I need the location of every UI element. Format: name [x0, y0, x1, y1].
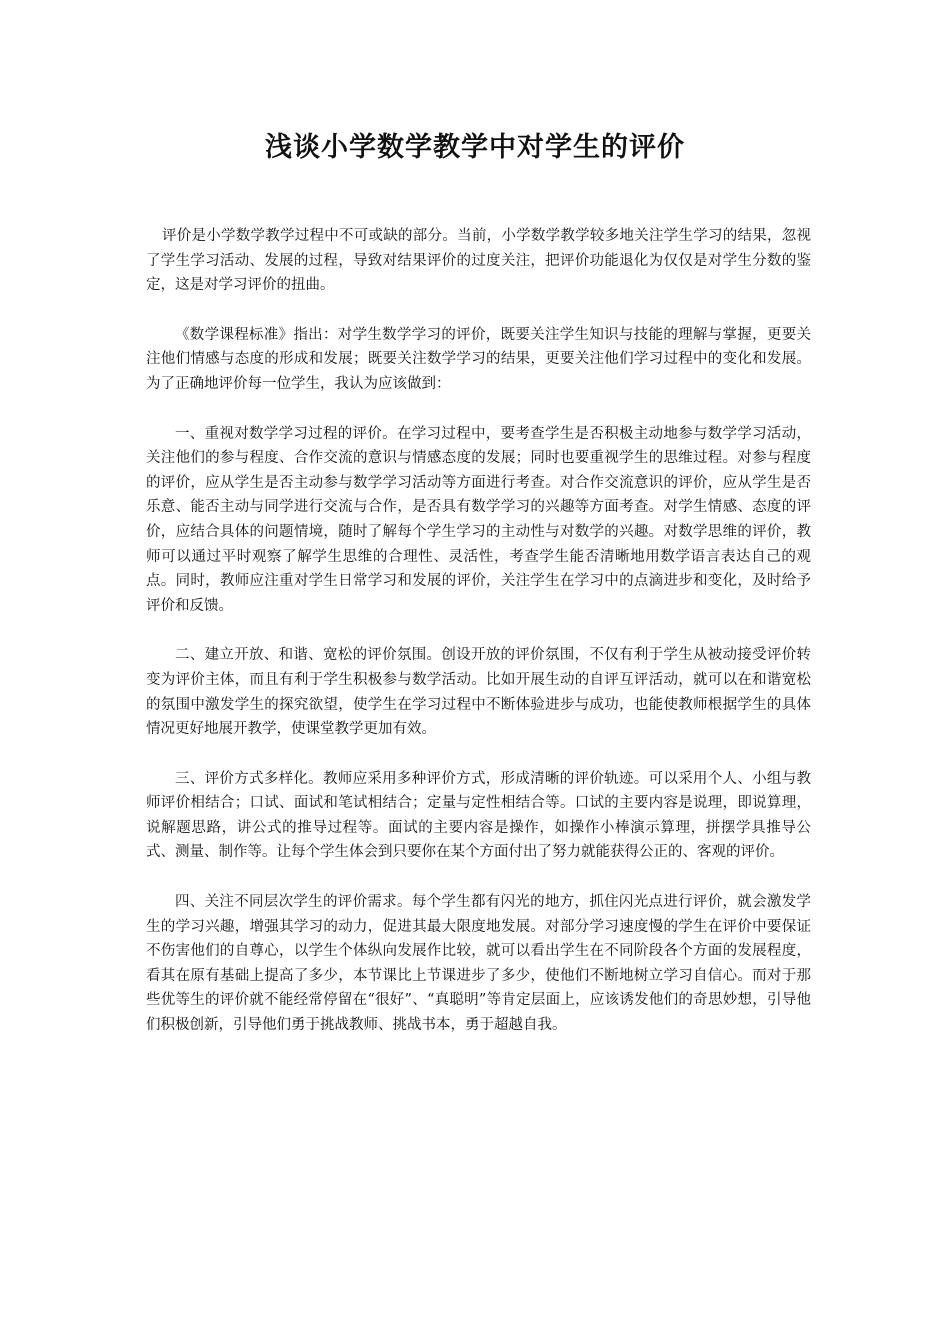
- paragraph-point-three: 三、评价方式多样化。教师应采用多种评价方式，形成清晰的评价轨迹。可以采用个人、小组与教师评价相结合；口试、面试和笔试相结合；定量与定性相结合等。口试的主要内容是说理，即说算理，说解题思路，讲公式的推导过程等。面试的主要内容是操作，如操作小棒演示算理，拼摆学具推导公式、测量、制作等。让每个学生体会到只要你在某个方面付出了努力就能获得公正的、客观的评价。: [146, 770, 811, 861]
- paragraph-point-four: 四、关注不同层次学生的评价需求。每个学生都有闪光的地方，抓住闪光点进行评价，就会激发学生的学习兴趣，增强其学习的动力，促进其最大限度地发展。对部分学习速度慢的学生在评价中要保证不伤害他们的自尊心，以学生个体纵向发展作比较，就可以看出学生在不同阶段各个方面的发展程度，看其在原有基础上提高了多少，本节课比上节课进步了多少，使他们不断地树立学习自信心。而对于那些优等生的评价就不能经常停留在“很好”、“真聪明”等肯定层面上，应该诱发他们的奇思妙想，引导他们积极创新，引导他们勇于挑战教师、挑战书本，勇于超越自我。: [146, 894, 811, 1034]
- paragraph-curriculum-standard: 《数学课程标准》指出：对学生数学学习的评价，既要关注学生知识与技能的理解与掌握，更要关注他们情感与态度的形成和发展；既要关注数学学习的结果，更要关注他们学习过程中的变化和发展。为了正确地评价每一位学生，我认为应该做到：: [146, 326, 811, 392]
- paragraph-point-one: 一、重视对数学学习过程的评价。在学习过程中，要考查学生是否积极主动地参与数学学习活动，关注他们的参与程度、合作交流的意识与情感态度的发展；同时也要重视学生的思维过程。对参与程度的评价，应从学生是否主动参与数学学习活动等方面进行考查。对合作交流意识的评价，应从学生是否乐意、能否主动与同学进行交流与合作，是否具有数学学习的兴趣等方面考查。对学生情感、态度的评价，应结合具体的问题情境，随时了解每个学生学习的主动性与对数学的兴趣。对数学思维的评价，教师可以通过平时观察了解学生思维的合理性、灵活性，考查学生能否清晰地用数学语言表达自己的观点。同时，教师应注重对学生日常学习和发展的评价，关注学生在学习中的点滴进步和变化，及时给予评价和反馈。: [146, 425, 811, 614]
- paragraph-intro: 评价是小学数学教学过程中不可或缺的部分。当前，小学数学教学较多地关注学生学习的结果，忽视了学生学习活动、发展的过程，导致对结果评价的过度关注，把评价功能退化为仅仅是对学生分数的鉴定，这是对学习评价的扭曲。: [146, 228, 811, 294]
- paragraph-point-two: 二、建立开放、和谐、宽松的评价氛围。创设开放的评价氛围，不仅有利于学生从被动接受评价转变为评价主体，而且有利于学生积极参与数学活动。比如开展生动的自评互评活动，就可以在和谐宽松的氛围中激发学生的探究欲望，使学生在学习过程中不断体验进步与成功，也能使教师根据学生的具体情况更好地展开教学，使课堂教学更加有效。: [146, 647, 811, 738]
- document-body: [146, 224, 811, 1063]
- document-title: 浅谈小学数学教学中对学生的评价: [265, 132, 685, 163]
